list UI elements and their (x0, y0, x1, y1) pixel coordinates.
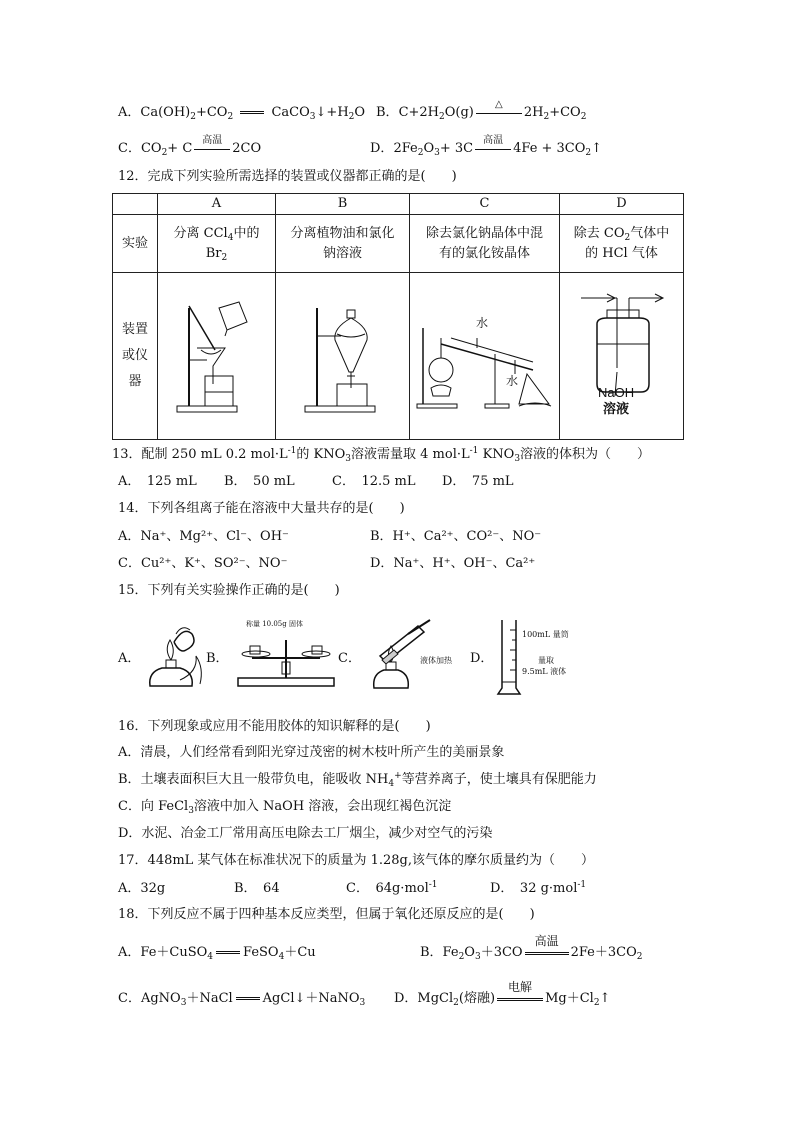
q16-stem: 16．下列现象或应用不能用胶体的知识解释的是( ) (118, 719, 431, 734)
q15-option-d-caption-1: 100mL 量筒 (522, 630, 569, 639)
table-header-b: B (276, 194, 410, 215)
equal-sign (236, 997, 260, 1000)
q15-option-d-label: D． (470, 651, 494, 666)
q17-stem: 17．448mL 某气体在标准状况下的质量为 1.28g,该气体的摩尔质量约为（ ） (118, 853, 594, 868)
q15-option-c-caption: 液体加热 (420, 656, 452, 665)
q17-option-a: A．32g (118, 881, 166, 896)
q18-stem: 18．下列反应不属于四种基本反应类型，但属于氧化还原反应的是( ) (118, 907, 535, 922)
q17-option-b: B． 64 (234, 881, 280, 896)
q16-option-c: C．向 FeCl$_3$溶液中加入 NaOH 溶液，会出现红褐色沉淀 (118, 799, 452, 816)
q13-option-b: B． 50 mL (224, 474, 295, 489)
table-header-c: C (410, 194, 560, 215)
q18-option-d: D．MgCl$_2$(熔融) 电解 $Mg+Cl_2↑$ (394, 979, 611, 1008)
q15-option-a-label: A． (118, 651, 141, 666)
q17-option-c: C． 64g·mol$^{-1}$ (346, 880, 438, 896)
q15-option-b-caption: 称量 10.05g 固体 (246, 620, 303, 628)
graduated-cylinder-icon (494, 616, 524, 702)
q11-option-b: B．$C+2H_2O(g)$ △ $2H_2+CO_2$ (376, 98, 587, 122)
q12-table (112, 193, 684, 440)
q16-option-b: B．土壤表面积巨大且一般带负电，能吸收 $NH_4^+$等营养离子，使土壤具有保肥能力 (118, 771, 597, 789)
q14-option-d: D．Na⁺、H⁺、OH⁻、Ca²⁺ (370, 556, 536, 571)
q18-option-b: B．$Fe_2O_3+3CO$ 高温 $2Fe+3CO_2$ (420, 933, 643, 962)
experiment-c: 除去氯化钠晶体中混 有的氯化铵晶体 (410, 215, 560, 273)
experiment-a: 分离 CCl$_4$中的 $Br_2$ (158, 215, 276, 273)
q15-stem: 15．下列有关实验操作正确的是( ) (118, 583, 340, 598)
q14-option-c: C．Cu²⁺、K⁺、SO²⁻、NO⁻ (118, 556, 288, 571)
q13-option-c: C． 12.5 mL (332, 474, 416, 489)
row-label-apparatus: 装置 或仪 器 (113, 273, 158, 440)
q14-option-a: A．Na⁺、Mg²⁺、Cl⁻、OH⁻ (118, 529, 289, 544)
q18-option-c: C．AgNO$_3$＋NaCl AgCl↓＋NaNO$_3$ (118, 991, 366, 1008)
q15-option-c-label: C． (338, 651, 361, 666)
q16-option-a: A．清晨，人们经常看到阳光穿过茂密的树木枝叶所产生的美丽景象 (118, 745, 505, 760)
water-in-label: 水 (476, 316, 489, 330)
apparatus-c-distillation-icon (410, 273, 560, 440)
table-corner (113, 194, 158, 215)
q13-stem: 13．配制 250 mL 0.2 $mol\cdot L^{-1}$的 $KNO_3$溶液需量取 4 $mol\cdot L^{-1}$ $KNO_3$溶液的体积为（ ） (112, 446, 651, 464)
alcohol-lamp-lighting-icon (140, 620, 210, 696)
q15-option-b-label: B． (206, 651, 229, 666)
q11-option-d: D．$2Fe_2O_3+ 3C$ 高温 $4Fe + 3CO_2↑$ (370, 134, 603, 158)
water-out-label: 水 (506, 374, 519, 388)
q11-option-c: C．$CO_2+ C$ 高温 2CO (118, 134, 262, 158)
q15-option-d-caption-3: 9.5mL 液体 (522, 667, 567, 676)
q13-option-d: D． 75 mL (442, 474, 514, 489)
row-label-experiment: 实验 (113, 215, 158, 273)
q18-option-a: A．Fe＋CuSO$_4$ FeSO$_4$＋Cu (118, 945, 316, 962)
q14-option-b: B．H⁺、Ca²⁺、CO²⁻、NO⁻ (370, 529, 542, 544)
apparatus-a-funnel-icon (158, 273, 276, 440)
q11-option-a: A．$Ca(OH)_2+CO_2$ $CaCO_3↓+H_2O$ (118, 105, 366, 122)
q15-option-d-caption-2: 量取 (538, 656, 554, 665)
q17-option-d: D． 32 g·mol$^{-1}$ (490, 880, 587, 896)
q12-stem: 12．完成下列实验所需选择的装置或仪器都正确的是( ) (118, 169, 457, 184)
equal-sign (216, 951, 240, 954)
q16-option-d: D．水泥、冶金工厂常用高压电除去工厂烟尘，减少对空气的污染 (118, 826, 493, 841)
equal-sign (240, 111, 264, 114)
table-header-a: A (158, 194, 276, 215)
apparatus-d-gas-washing-bottle-icon (560, 273, 684, 440)
naoh-label: NaOH 溶液 (598, 385, 635, 416)
balance-weighing-icon (234, 620, 336, 694)
experiment-b: 分离植物油和氯化 钠溶液 (276, 215, 410, 273)
q13-option-a: A． 125 mL (118, 474, 197, 489)
experiment-d: 除去 $CO_2$气体中 的 HCl 气体 (560, 215, 684, 273)
apparatus-b-separatory-funnel-icon (276, 273, 410, 440)
table-header-d: D (560, 194, 684, 215)
q14-stem: 14．下列各组离子能在溶液中大量共存的是( ) (118, 501, 405, 516)
